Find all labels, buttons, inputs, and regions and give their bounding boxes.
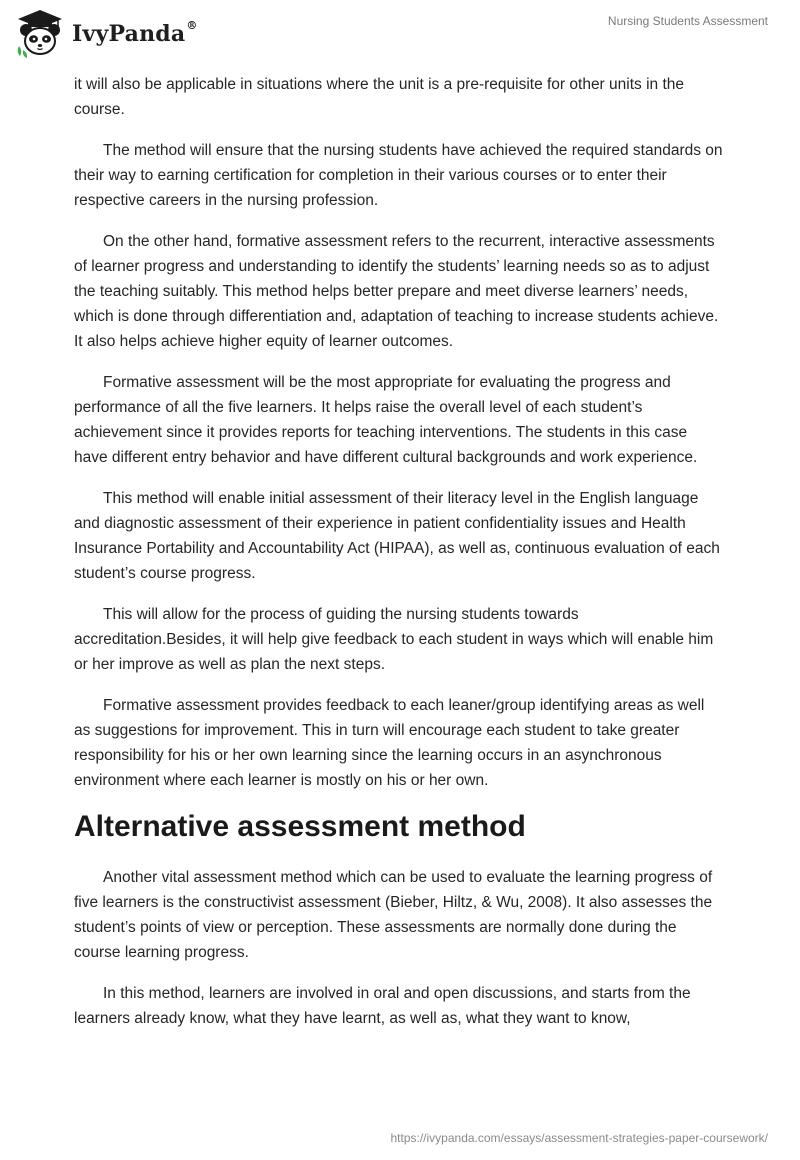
paragraph: On the other hand, formative assessment refers to the recurrent, interactive assessments of learner progress and understanding to identify the students’ learning needs so as to adjust the teaching suitably. This method helps better prepare and meet diverse learners’ needs, which is done through differentiation and, adaptation of teaching to increase students achieve. It also helps achieve higher equity of learner outcomes. [74,233,719,350]
paragraph: In this method, learners are involved in oral and open discussions, and starts from the learners already know, what they have learnt, as well as, what they want to know, [74,985,691,1027]
paragraph: Another vital assessment method which can be used to evaluate the learning progress of five learners is the constructivist assessment (Bieber, Hiltz, & Wu, 2008). It also assesses the student’s points of view or perception. These assessments are normally done during the course learning progress. [74,869,713,961]
article-body [74,72,724,1047]
page-header [0,0,800,70]
paragraph: The method will ensure that the nursing students have achieved the required standards on their way to earning certification for completion in their various courses or to enter their respective careers in the nursing profession. [74,142,723,209]
paragraph: This method will enable initial assessment of their literacy level in the English language and diagnostic assessment of their experience in patient confidentiality issues and Health Insurance Portability and Accountability Act (HIPAA), as well as, continuous evaluation of each student’s course progress. [74,490,720,582]
source-url[interactable]: https://ivypanda.com/essays/assessment-strategies-paper-coursework/ [390,1131,768,1145]
paragraph: This will allow for the process of guiding the nursing students towards accreditation.Besides, it will help give feedback to each student in ways which will enable him or her improve as well as plan the next steps. [74,606,714,673]
trademark-symbol: ® [186,18,198,32]
ivypanda-logo[interactable] [14,8,198,60]
brand-name: IvyPanda® [72,18,198,47]
paragraph: Formative assessment will be the most appropriate for evaluating the progress and performance of all the five learners. It helps raise the overall level of each student’s achievement since it provides reports for teaching interventions. The students in this case have different entry behavior and have different cultural backgrounds and work experience. [74,374,698,466]
document-title: Nursing Students Assessment [607,14,768,28]
paragraph: it will also be applicable in situations where the unit is a pre-requisite for other units in the course. [74,76,684,118]
panda-graduate-icon [14,8,66,60]
paragraph: Formative assessment provides feedback to each leaner/group identifying areas as well as suggestions for improvement. This in turn will encourage each student to take greater responsibility for his or her own learning since the learning occurs in an asynchronous environment where each learner is mostly on his or her own. [74,697,705,789]
section-heading: Alternative assessment method [74,810,526,843]
